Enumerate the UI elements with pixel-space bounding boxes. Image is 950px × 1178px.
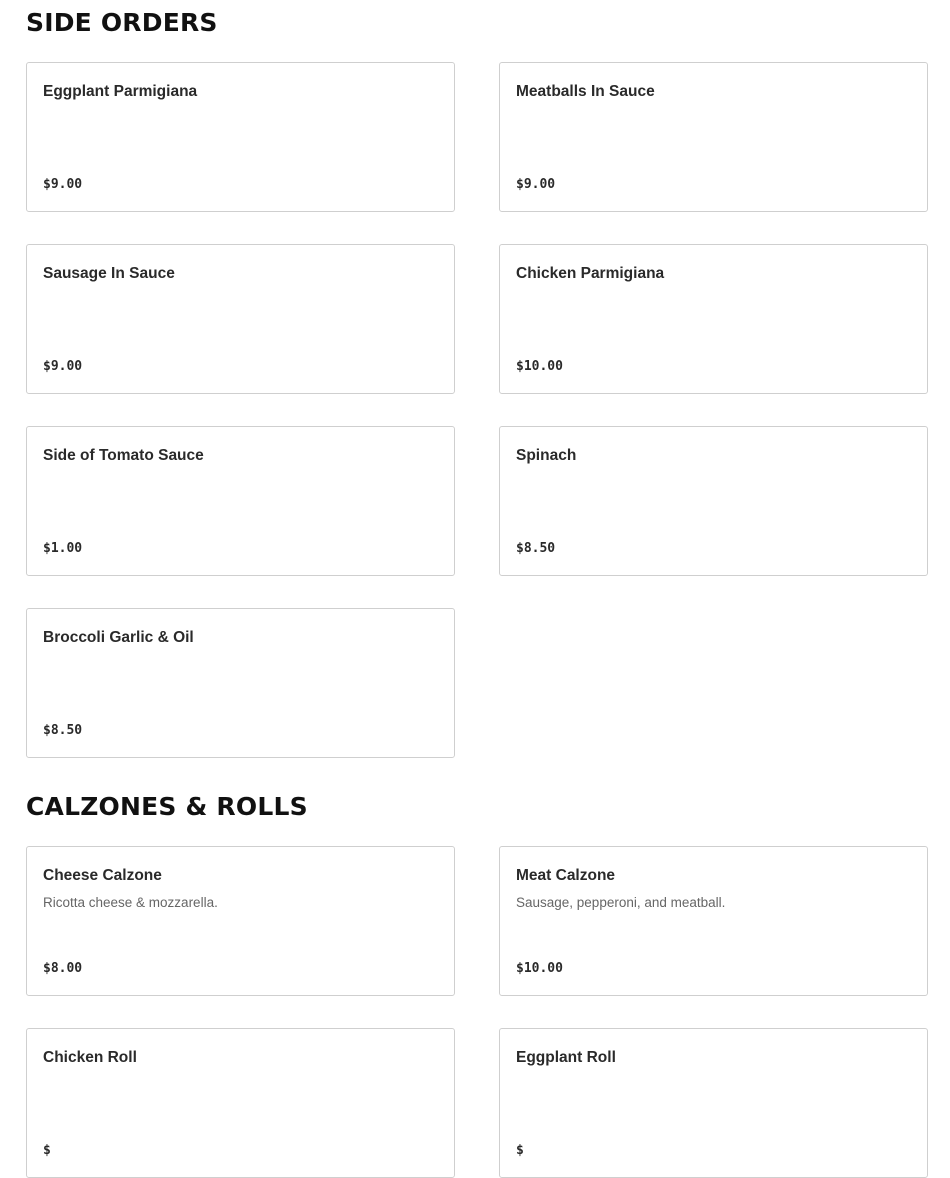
menu-item-price: $ xyxy=(43,1143,51,1158)
menu-item-card-eggplant-parmigiana[interactable] xyxy=(26,62,455,212)
menu-item-name: Meat Calzone xyxy=(516,867,616,884)
menu-item-card-broccoli-garlic-oil[interactable] xyxy=(26,608,455,758)
menu-item-card-meatballs-in-sauce[interactable] xyxy=(499,62,928,212)
menu-item-card-sausage-in-sauce[interactable] xyxy=(26,244,455,394)
menu-item-name: Cheese Calzone xyxy=(43,867,162,884)
menu-item-card-side-of-tomato-sauce[interactable] xyxy=(26,426,455,576)
menu-item-name: Eggplant Roll xyxy=(516,1049,616,1066)
menu-item-name: Chicken Parmigiana xyxy=(516,265,665,282)
menu-item-name: Chicken Roll xyxy=(43,1049,137,1066)
menu-item-card-meat-calzone[interactable] xyxy=(499,846,928,996)
menu-item-card-eggplant-roll[interactable] xyxy=(499,1028,928,1178)
menu-item-price: $8.00 xyxy=(43,961,83,976)
menu-item-description: Ricotta cheese & mozzarella. xyxy=(43,895,218,910)
menu-item-name: Broccoli Garlic & Oil xyxy=(43,629,194,646)
menu-item-price: $9.00 xyxy=(43,177,83,192)
menu-item-price: $8.50 xyxy=(516,541,556,556)
menu-item-card-chicken-roll[interactable] xyxy=(26,1028,455,1178)
menu-item-name: Meatballs In Sauce xyxy=(516,83,655,100)
menu-item-price: $8.50 xyxy=(43,723,83,738)
menu-item-name: Sausage In Sauce xyxy=(43,265,175,282)
menu-item-price: $1.00 xyxy=(43,541,83,556)
menu-item-price: $ xyxy=(516,1143,524,1158)
menu-item-price: $9.00 xyxy=(43,359,83,374)
menu-item-description: Sausage, pepperoni, and meatball. xyxy=(516,895,726,910)
menu-item-card-spinach[interactable] xyxy=(499,426,928,576)
menu-item-price: $10.00 xyxy=(516,961,563,976)
menu-item-card-chicken-parmigiana[interactable] xyxy=(499,244,928,394)
menu-item-name: Spinach xyxy=(516,447,577,464)
menu-item-name: Side of Tomato Sauce xyxy=(43,447,204,464)
menu-item-price: $10.00 xyxy=(516,359,563,374)
section-title-side-orders: SIDE ORDERS xyxy=(26,8,218,37)
menu-item-name: Eggplant Parmigiana xyxy=(43,83,198,100)
section-title-calzones-rolls: CALZONES & ROLLS xyxy=(26,792,308,821)
menu-item-price: $9.00 xyxy=(516,177,556,192)
menu-item-card-cheese-calzone[interactable] xyxy=(26,846,455,996)
